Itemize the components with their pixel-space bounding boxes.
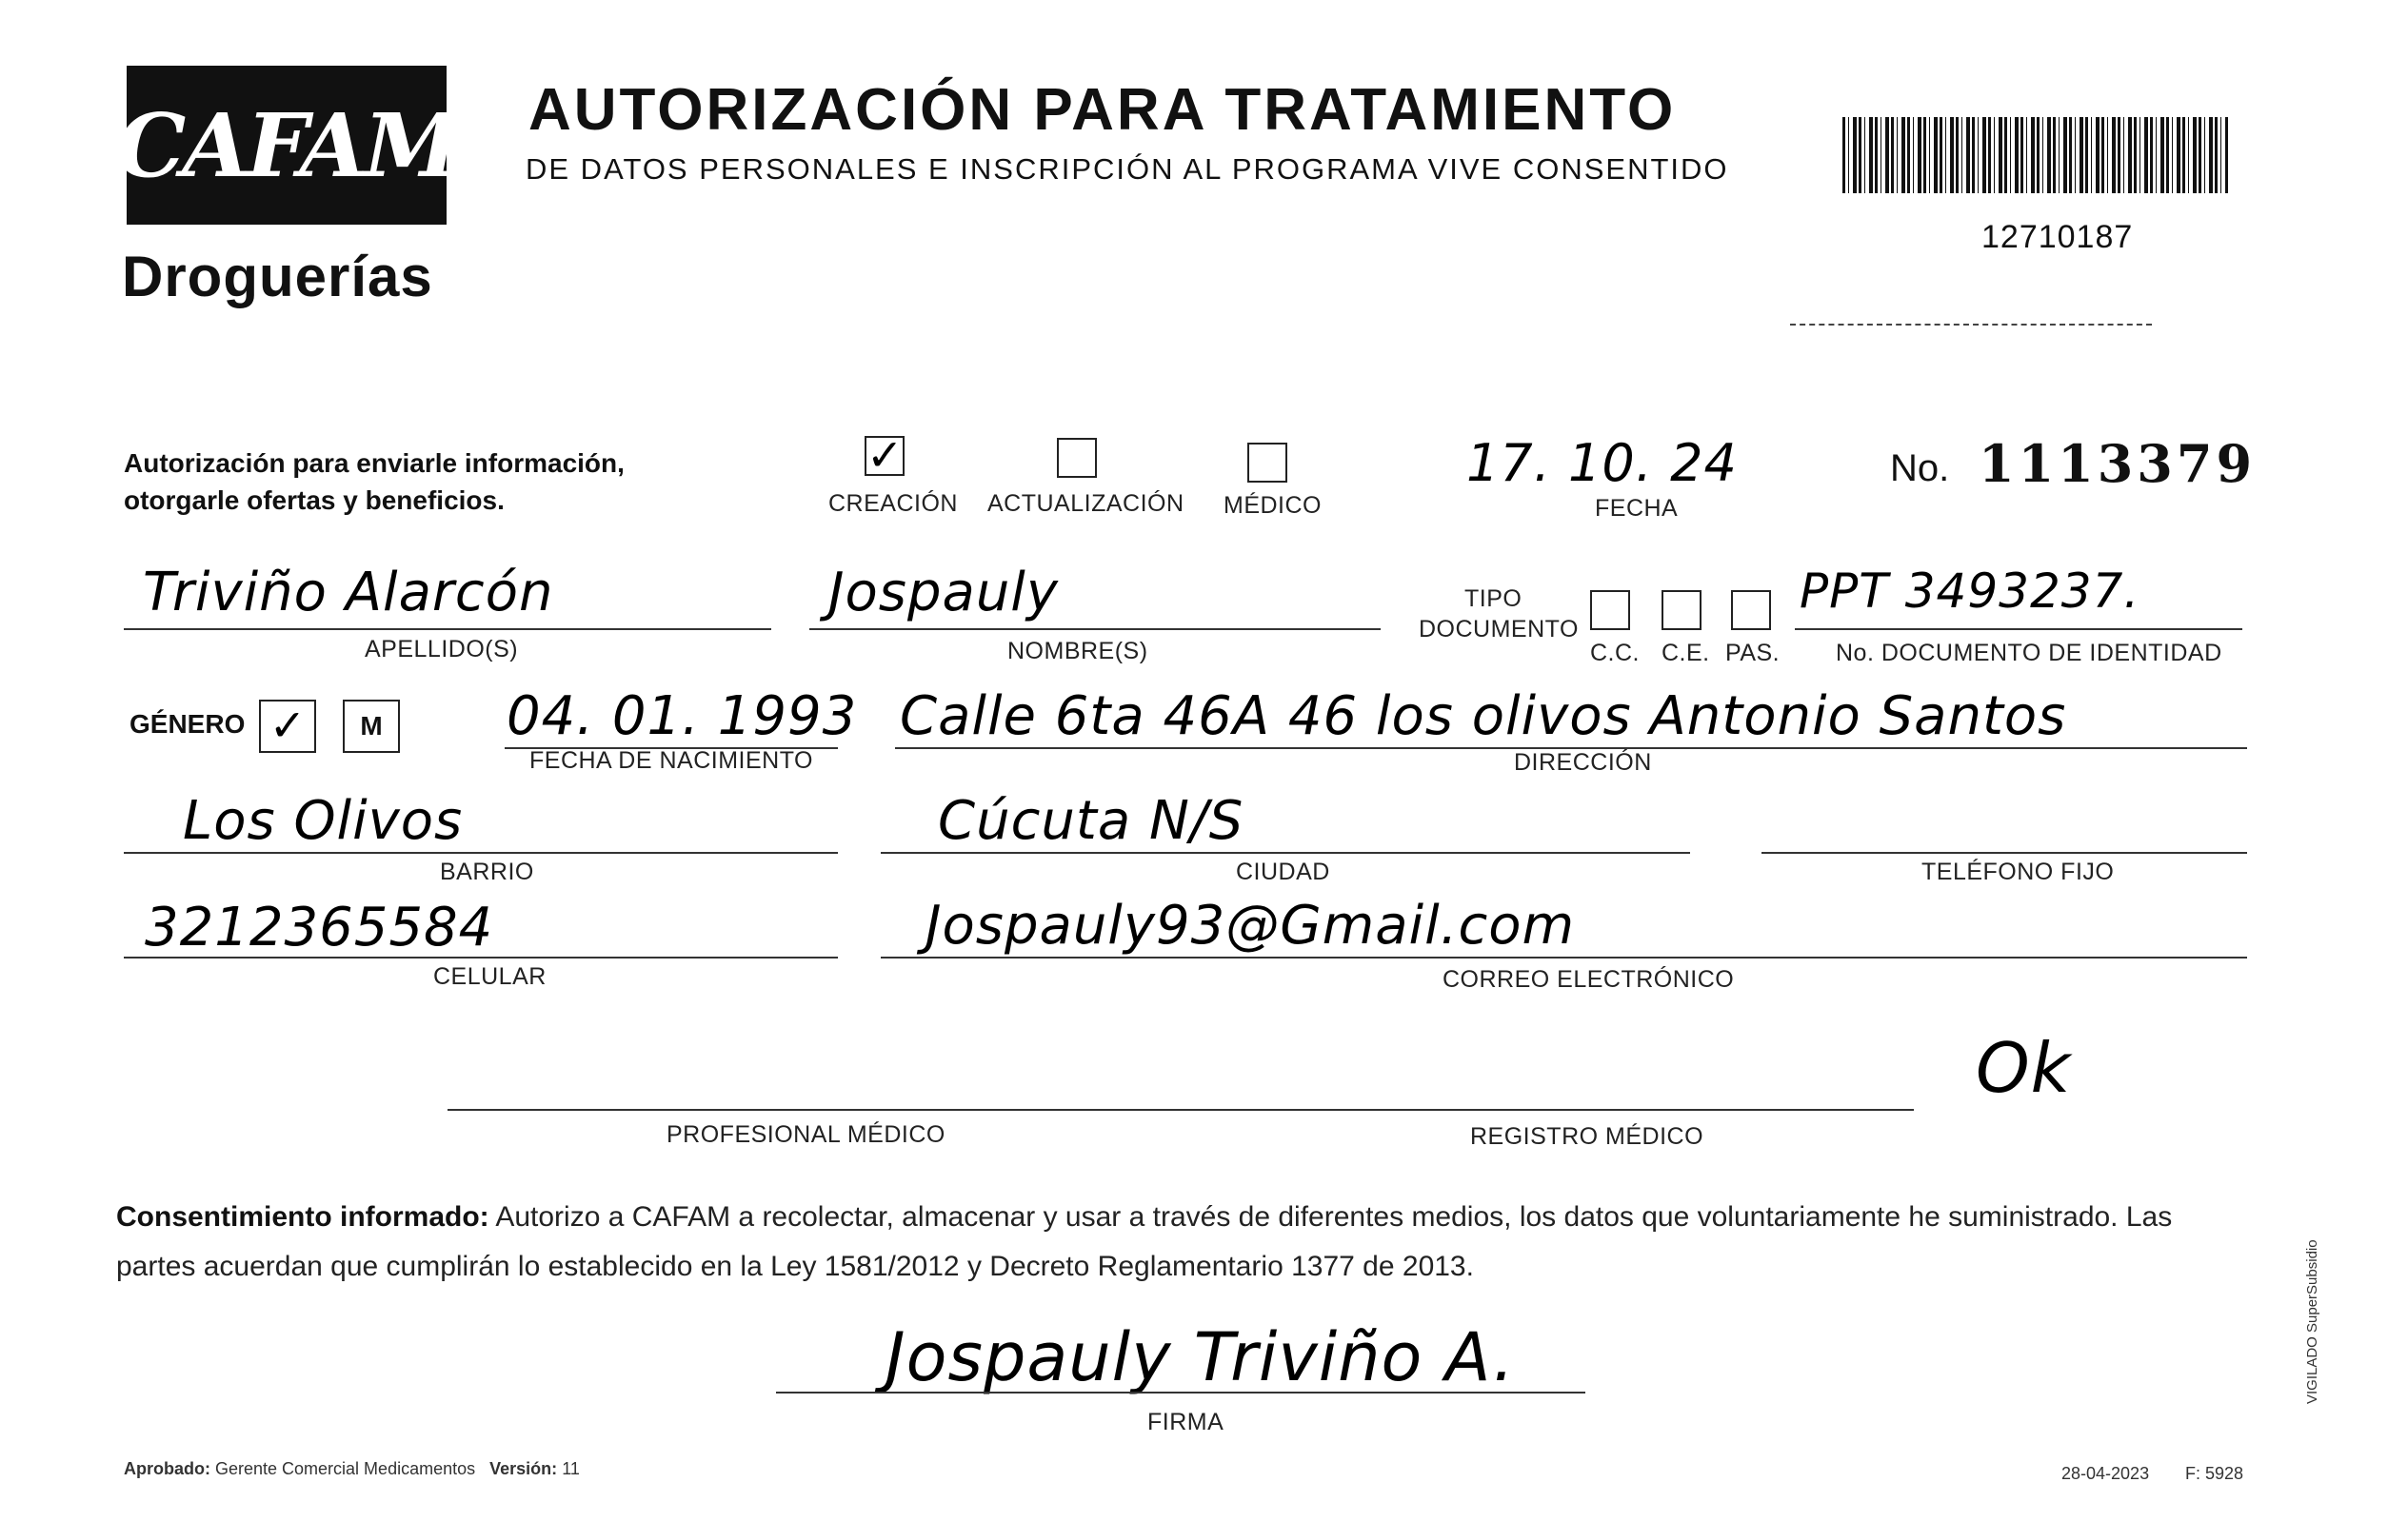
aprobado-label: Aprobado:: [124, 1459, 210, 1478]
aprobado-value: Gerente Comercial Medicamentos: [215, 1459, 476, 1478]
logo-text: CAFAM: [116, 93, 457, 197]
ciudad-value[interactable]: Cúcuta N/S: [938, 790, 1244, 852]
consent-text: Autorizo a CAFAM a recolectar, almacenar y usar a través de diferentes medios, los datos que voluntariamente he suministrado. Las partes acuerdan que cumplirán lo establecido en la Ley 1581/2012 y Decreto Reglamentario 1377 de 2013.: [116, 1201, 2173, 1282]
document-subtitle: DE DATOS PERSONALES E INSCRIPCIÓN AL PROGRAMA VIVE CONSENTIDO: [526, 152, 1729, 186]
nombres-label: NOMBRE(S): [1007, 638, 1148, 664]
signature-line: [776, 1392, 1585, 1394]
celular-line: [124, 957, 838, 959]
checkbox-medico[interactable]: [1247, 443, 1287, 483]
form-number: 1113379: [1979, 433, 2257, 494]
genero-label: GÉNERO: [129, 709, 246, 739]
checkbox-ce[interactable]: [1662, 590, 1702, 630]
documento-label: No. DOCUMENTO DE IDENTIDAD: [1836, 640, 2222, 666]
apellidos-value[interactable]: Triviño Alarcón: [143, 562, 554, 623]
ciudad-line: [881, 852, 1690, 854]
apellidos-line: [124, 628, 771, 630]
label-cc: C.C.: [1590, 640, 1640, 666]
date-value: 17. 10. 24: [1466, 433, 1738, 493]
authorization-text-2: otorgarle ofertas y beneficios.: [124, 485, 505, 515]
version-label: Versión:: [489, 1459, 558, 1478]
authorization-text-1: Autorización para enviarle información,: [124, 448, 625, 478]
label-actualizacion: ACTUALIZACIÓN: [987, 490, 1184, 517]
celular-value[interactable]: 3212365584: [145, 897, 494, 959]
correo-line: [881, 957, 2247, 959]
direccion-value[interactable]: Calle 6ta 46A 46 los olivos Antonio Santos: [900, 685, 2067, 747]
checkbox-pas[interactable]: [1731, 590, 1771, 630]
version-value: 11: [562, 1459, 580, 1478]
signature[interactable]: Jospauly Triviño A.: [886, 1318, 1516, 1396]
direccion-label: DIRECCIÓN: [1514, 749, 1652, 776]
brand-subtitle: Droguerías: [122, 245, 433, 308]
cafam-logo: [116, 66, 457, 225]
nombres-line: [809, 628, 1381, 630]
registro-line[interactable]: [1228, 1109, 1914, 1111]
label-creacion: CREACIÓN: [828, 490, 958, 517]
checkbox-actualizacion[interactable]: [1057, 438, 1097, 478]
footer-date: 28-04-2023: [2061, 1464, 2150, 1483]
registro-label: REGISTRO MÉDICO: [1470, 1123, 1704, 1150]
consent-paragraph: [116, 1193, 2259, 1292]
label-ce: C.E.: [1662, 640, 1710, 666]
correo-value[interactable]: Jospauly93@Gmail.com: [925, 895, 1576, 957]
footer-form-code: F: 5928: [2185, 1464, 2244, 1483]
number-prefix: No.: [1890, 447, 1950, 489]
celular-label: CELULAR: [433, 963, 547, 990]
ciudad-label: CIUDAD: [1236, 859, 1330, 885]
tipo-label-1: TIPO: [1464, 585, 1522, 612]
signature-label: FIRMA: [1147, 1409, 1224, 1435]
label-medico: MÉDICO: [1224, 492, 1322, 519]
documento-value[interactable]: PPT 3493237.: [1800, 563, 2140, 619]
checkbox-creacion[interactable]: ✓: [866, 430, 904, 480]
barrio-value[interactable]: Los Olivos: [183, 790, 464, 852]
barcode: [1842, 117, 2228, 193]
tipo-label-2: DOCUMENTO: [1419, 616, 1579, 642]
barrio-label: BARRIO: [440, 859, 534, 885]
telefono-line[interactable]: [1761, 852, 2247, 854]
checkbox-genero-m[interactable]: M: [343, 700, 400, 753]
label-pas: PAS.: [1725, 640, 1781, 666]
apellidos-label: APELLIDO(S): [365, 636, 519, 662]
ok-note: Ok: [1976, 1028, 2072, 1108]
profesional-label: PROFESIONAL MÉDICO: [667, 1121, 945, 1148]
barcode-number: 12710187: [1981, 219, 2134, 255]
nombres-value[interactable]: Jospauly: [828, 562, 1060, 623]
footer-approval: [124, 1459, 580, 1479]
nacimiento-label: FECHA DE NACIMIENTO: [529, 747, 813, 774]
checkbox-cc[interactable]: [1590, 590, 1630, 630]
document-title: AUTORIZACIÓN PARA TRATAMIENTO: [528, 77, 1677, 143]
checkbox-genero-f[interactable]: ✓: [259, 700, 316, 753]
correo-label: CORREO ELECTRÓNICO: [1443, 966, 1735, 993]
date-label: FECHA: [1595, 495, 1679, 522]
side-text: VIGILADO SuperSubsidio: [2304, 1239, 2320, 1404]
barrio-line: [124, 852, 838, 854]
documento-line: [1795, 628, 2242, 630]
divider: [1790, 324, 2152, 326]
nacimiento-value[interactable]: 04. 01. 1993: [507, 685, 858, 747]
consent-bold: Consentimiento informado:: [116, 1201, 489, 1233]
telefono-label: TELÉFONO FIJO: [1921, 859, 2115, 885]
